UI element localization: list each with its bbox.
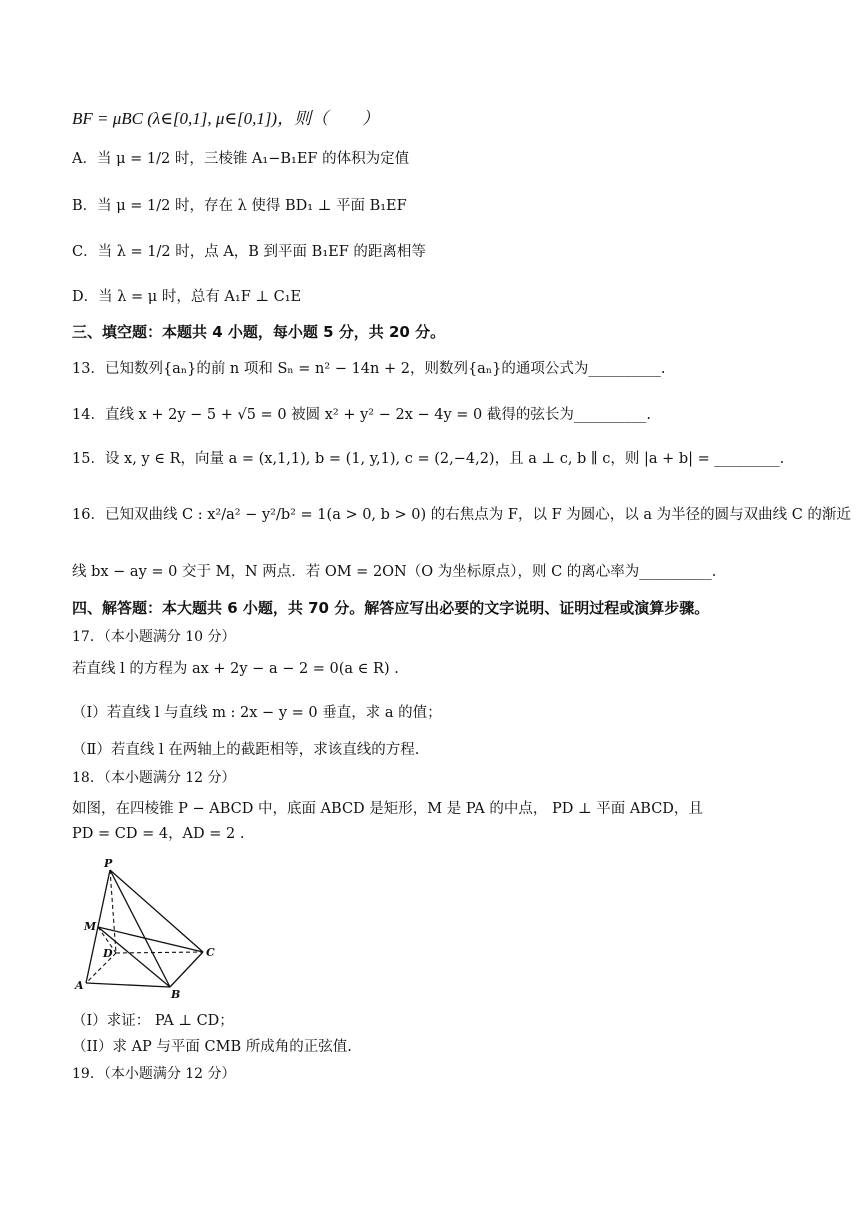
text-line-14: （I）若直线 l 与直线 m : 2x − y = 0 垂直，求 a 的值； [72,705,442,721]
text-line-7: 14．直线 x + 2y − 5 + √5 = 0 被圆 x² + y² − 2x − 4y = 0 截得的弦长为__________. [72,407,651,423]
text-line-16: 18．（本小题满分 12 分） [72,770,236,786]
label-D: D [103,947,113,960]
text-line-17: 如图，在四棱锥 P − ABCD 中，底面 ABCD 是矩形，M 是 PA 的中点， PD ⊥ 平面 ABCD，且 [72,801,703,817]
text-line-21: 19．（本小题满分 12 分） [72,1066,236,1082]
text-line-3: C．当 λ = 1/2 时，点 A，B 到平面 B₁EF 的距离相等 [72,244,426,260]
text-line-9: 16．已知双曲线 C : x²/a² − y²/b² = 1(a > 0, b > 0) 的右焦点为 F，以 F 为圆心，以 a 为半径的圆与双曲线 C 的渐近 [72,507,851,523]
text-line-20: （II）求 AP 与平面 CMB 所成角的正弦值. [72,1039,352,1055]
text-line-6: 13．已知数列{aₙ}的前 n 项和 Sₙ = n² − 14n + 2，则数列{aₙ}的通项公式为__________. [72,361,666,377]
text-line-10: 线 bx − ay = 0 交于 M，N 两点．若 OM = 2ON（O 为坐标原点），则 C 的离心率为__________. [72,564,717,580]
text-line-2: B．当 μ = 1/2 时，存在 λ 使得 BD₁ ⊥ 平面 B₁EF [72,198,407,214]
text-line-19: （I）求证： PA ⊥ CD； [72,1013,234,1029]
label-C: C [206,946,215,959]
text-line-15: （Ⅱ）若直线 l 在两轴上的截距相等，求该直线的方程. [72,742,420,758]
label-M: M [84,920,97,933]
label-A: A [75,979,84,992]
text-line-11: 四、解答题：本大题共 6 小题，共 70 分。解答应写出必要的文字说明、证明过程或演算步骤。 [72,599,710,617]
text-line-1: A．当 μ = 1/2 时，三棱锥 A₁−B₁EF 的体积为定值 [72,151,410,167]
text-line-18: PD = CD = 4，AD = 2 . [72,826,245,842]
text-line-0: BF = μBC (λ∈[0,1], μ∈[0,1])，则（ ） [72,109,380,128]
text-line-5: 三、填空题：本题共 4 小题，每小题 5 分，共 20 分。 [72,323,446,341]
label-B: B [171,988,181,1000]
pyramid-figure [72,855,222,1000]
text-line-13: 若直线 l 的方程为 ax + 2y − a − 2 = 0(a ∈ R) . [72,661,399,677]
text-line-4: D．当 λ = μ 时，总有 A₁F ⊥ C₁E [72,289,302,305]
text-line-8: 15．设 x, y ∈ R，向量 a = (x,1,1), b = (1, y,1), c = (2,−4,2)，且 a ⊥ c, b ∥ c，则 |a + b| = _________. [72,451,785,467]
label-P: P [104,857,113,870]
text-line-12: 17．（本小题满分 10 分） [72,629,236,645]
